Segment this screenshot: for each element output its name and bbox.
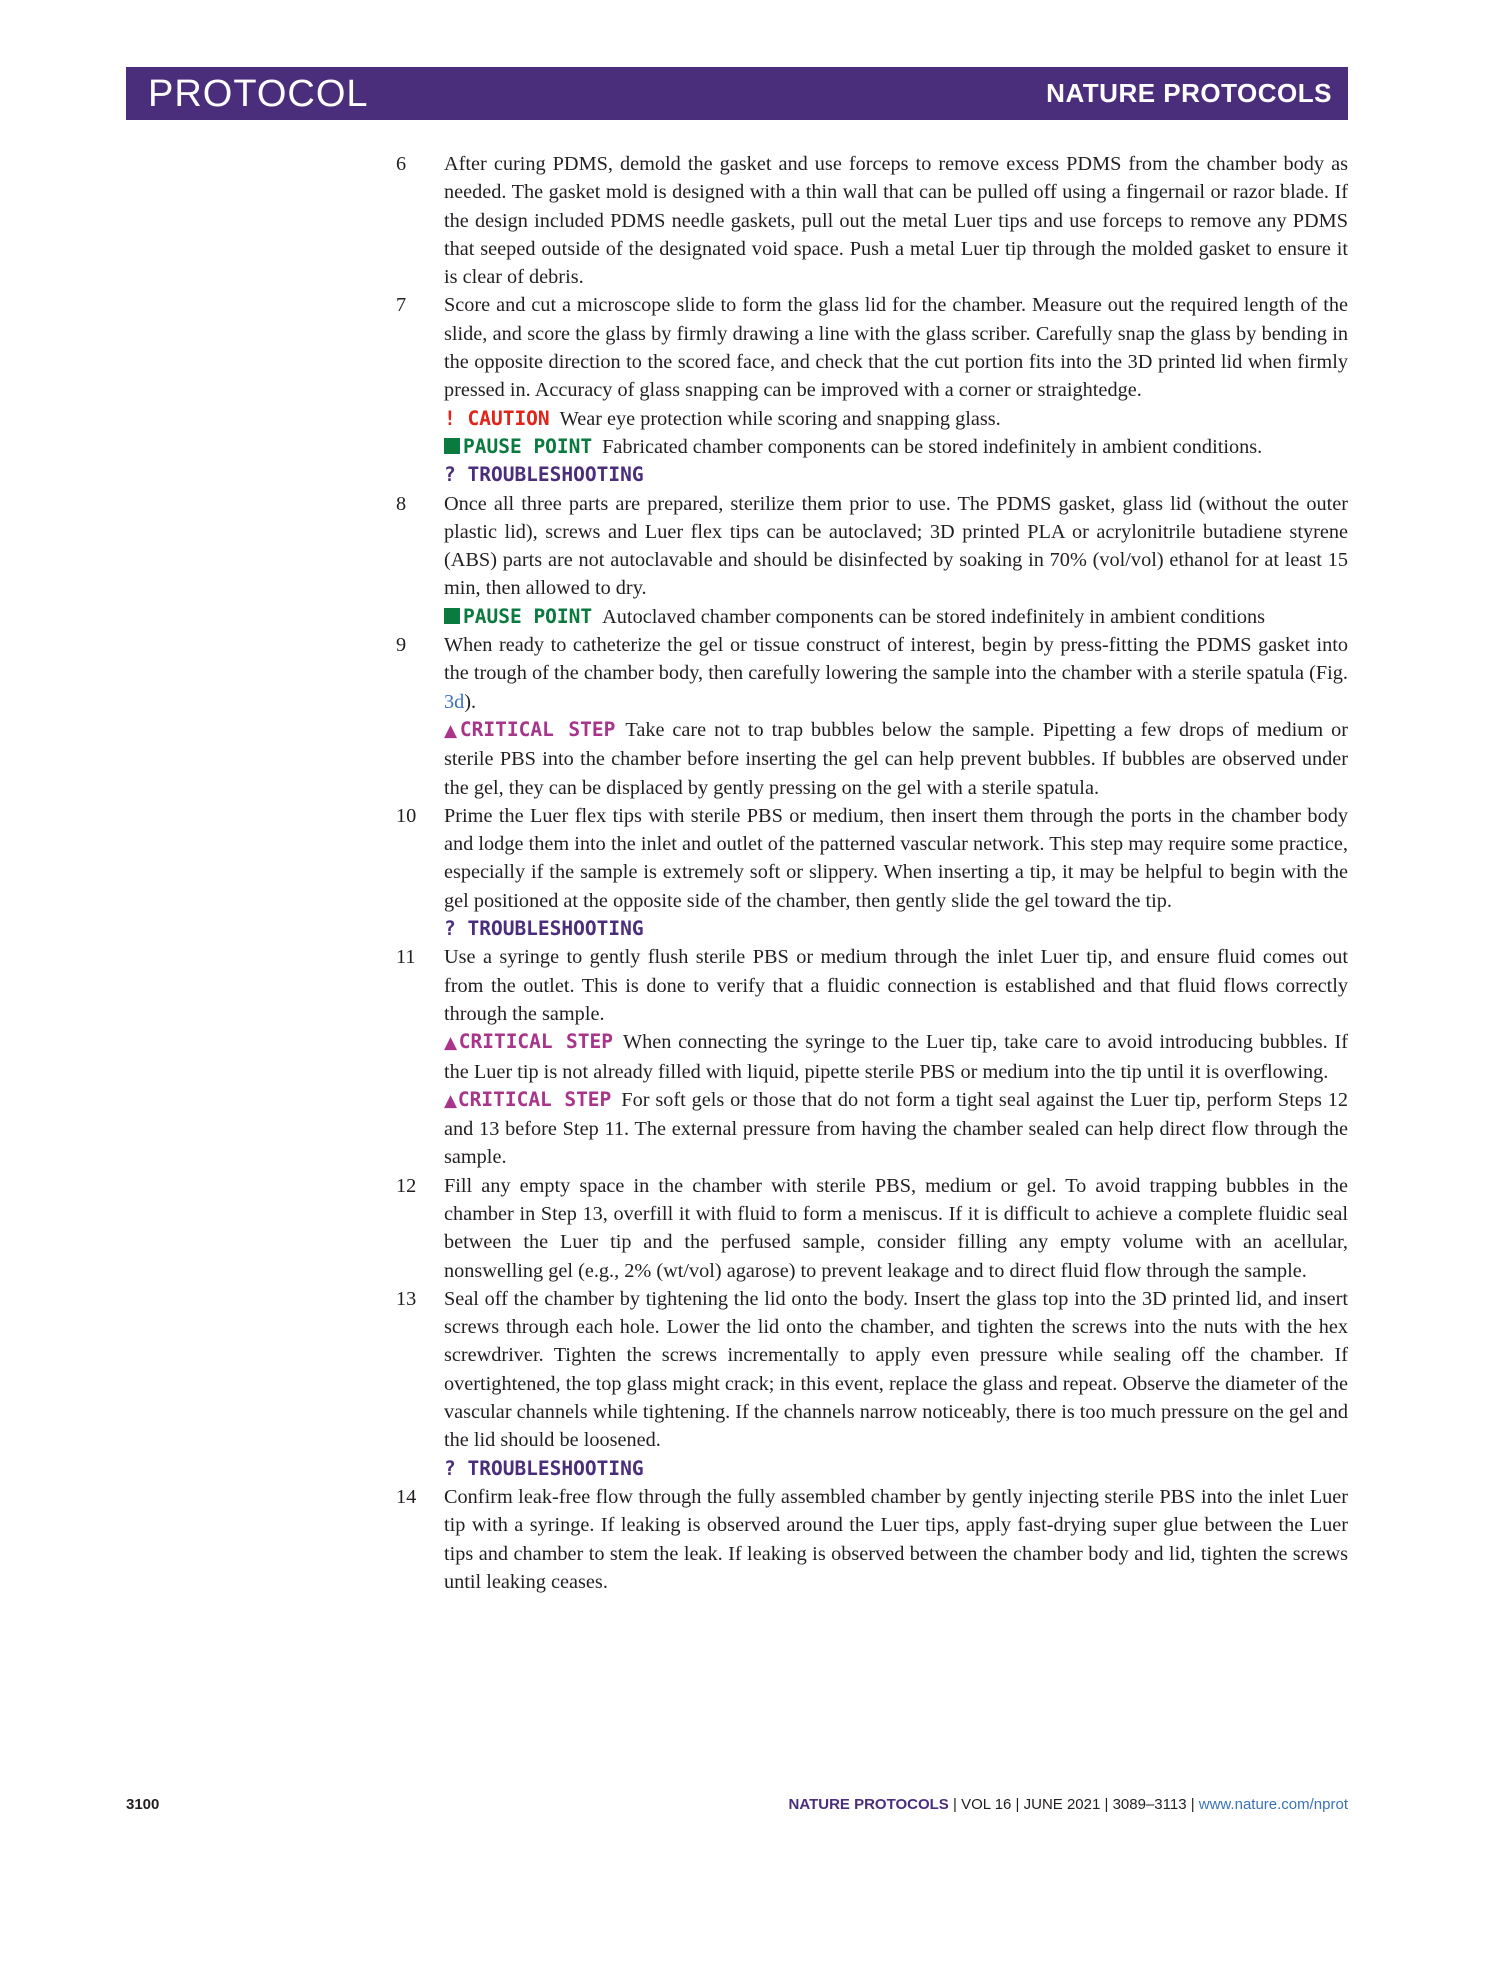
footer-volume: VOL 16 [961,1796,1012,1813]
step-14 [396,1483,1348,1596]
pause-point-note [444,433,1348,461]
step-text: Confirm leak-free flow through the fully assembled chamber by gently injecting sterile PBS into the inlet Luer tip with a syringe. If leaking is observed around the Luer tips, apply fast-drying super glue between the Luer tips and chamber to stem the leak. If leaking is observed between the chamber body and lid, tighten the screws until leaking ceases. [444,1485,1348,1593]
pause-square-icon [444,438,460,454]
step-number: 7 [396,294,407,317]
troubleshooting-link[interactable]: ? TROUBLESHOOTING [444,1456,644,1480]
troubleshooting-link[interactable]: ? TROUBLESHOOTING [444,917,644,941]
pause-label: PAUSE POINT [463,604,593,628]
step-number: 6 [396,153,407,175]
footer-date: JUNE 2021 [1023,1796,1101,1813]
step-number: 9 [396,634,407,657]
step-text: Use a syringe to gently flush sterile PBS or medium through the inlet Luer tip, and ensure fluid comes out from the outlet. This is done to verify that a fluidic connection is established and that fluid flows correctly through the sample. [444,946,1348,1025]
step-text: Fill any empty space in the chamber with sterile PBS, medium or gel. To avoid trapping bubbles in the chamber in Step 13, overfill it with fluid to form a meniscus. If it is difficult to achieve a complete fluidic seal between the Luer tip and the perfused sample, consider filling any empty volume with an acellular, nonswelling gel (e.g., 2% (wt/vol) agarose) to prevent leakage and to direct fluid flow through the sample. [444,1174,1348,1282]
step-13 [396,1285,1348,1483]
step-number: 8 [396,492,407,515]
step-text: Score and cut a microscope slide to form the glass lid for the chamber. Measure out the required length of the slide, and score the glass by firmly drawing a line with the glass scriber. Carefully snap the glass by bending in the opposite direction to the scored face, and check that the cut portion fits into the 3D printed lid when firmly pressed in. Accuracy of glass snapping can be improved with a corner or straightedge. [444,294,1348,402]
page-footer [0,1796,1489,1820]
caution-label: ! CAUTION [444,406,550,430]
triangle-icon: ▲ [444,1033,459,1054]
step-number: 13 [396,1287,417,1310]
footer-journal: NATURE PROTOCOLS [788,1796,949,1813]
section-title: PROTOCOL [148,73,369,115]
step-11 [396,943,1348,1171]
critical-step-note [444,1086,1348,1172]
step-7 [396,291,1348,489]
step-text: After curing PDMS, demold the gasket and use forceps to remove excess PDMS from the chamber body as needed. The gasket mold is designed with a thin wall that can be pulled off using a fingernail or razor blade. If the design included PDMS needle gaskets, pull out the metal Luer tips and use forceps to remove any PDMS that seeped outside of the designated void space. Push a metal Luer tip through the molded gasket to ensure it is clear of debris. [444,153,1348,289]
step-text-end: ). [464,690,477,713]
caution-note [444,405,1348,433]
pause-text: Fabricated chamber components can be stored indefinitely in ambient conditions. [602,435,1263,458]
pause-square-icon [444,608,460,624]
critical-text: Take care not to trap bubbles below the sample. Pipetting a few drops of medium or sterile PBS into the chamber before inserting the gel can help prevent bubbles. If bubbles are observed under the gel, they can be displaced by gently pressing on the gel with a sterile spatula. [444,718,1349,799]
citation-info: NATURE PROTOCOLS | VOL 16 | JUNE 2021 | 3089–3113 | www.nature.com/nprot [788,1796,1348,1813]
step-8 [396,490,1348,631]
footer-pages: 3089–3113 [1112,1796,1187,1813]
step-number: 11 [396,946,416,969]
critical-step-note [444,1028,1348,1086]
header-bar [126,67,1348,120]
pause-text: Autoclaved chamber components can be stored indefinitely in ambient conditions [602,605,1266,628]
step-text: Seal off the chamber by tightening the lid onto the body. Insert the glass top into the 3D printed lid, and insert screws through each hole. Lower the lid onto the chamber, and tighten the screws into the nuts with the hex screwdriver. Tighten the screws incrementally to apply even pressure while sealing off the chamber. If overtightened, the top glass might crack; in this event, replace the glass and repeat. Observe the diameter of the vascular channels while tightening. If the channels narrow noticeably, there is too much pressure on the gel and the lid should be loosened. [444,1287,1348,1452]
critical-text: When connecting the syringe to the Luer tip, take care to avoid introducing bubbles. If the Luer tip is not already filled with liquid, pipette sterile PBS or medium into the tip until it is overflowing. [444,1031,1348,1083]
step-10 [396,802,1348,943]
pause-label: PAUSE POINT [463,434,593,458]
step-number: 12 [396,1174,417,1197]
figure-reference-link[interactable]: 3d [444,690,465,713]
troubleshooting-note [444,461,1348,489]
step-number: 10 [396,804,417,827]
footer-url-link[interactable]: www.nature.com/nprot [1198,1796,1348,1813]
triangle-icon: ▲ [444,720,460,741]
troubleshooting-note [444,915,1348,943]
critical-label: ▲CRITICAL STEP [444,1087,612,1111]
pause-point-note [444,603,1348,631]
step-text: Once all three parts are prepared, sterilize them prior to use. The PDMS gasket, glass lid (without the outer plastic lid), screws and Luer flex tips can be autoclaved; 3D printed PLA or acrylonitrile butadiene styrene (ABS) parts are not autoclavable and should be disinfected by soaking in 70% (vol/vol) ethanol for at least 15 min, then allowed to dry. [444,492,1348,600]
step-9 [396,631,1348,802]
triangle-icon: ▲ [444,1090,458,1111]
critical-label: ▲CRITICAL STEP [444,1030,614,1054]
step-12 [396,1172,1348,1285]
step-number: 14 [396,1485,417,1508]
troubleshooting-note [444,1455,1348,1483]
troubleshooting-link[interactable]: ? TROUBLESHOOTING [444,463,644,487]
page-number: 3100 [126,1796,160,1813]
step-text: Prime the Luer flex tips with sterile PBS or medium, then insert them through the ports in the chamber body and lodge them into the inlet and outlet of the patterned vascular network. This step may require some practice, especially if the sample is extremely soft or slippery. When inserting a tip, it may be helpful to begin with the gel positioned at the opposite side of the chamber, then gently slide the gel toward the tip. [444,804,1348,912]
caution-text: Wear eye protection while scoring and snapping glass. [559,407,1001,430]
critical-text: For soft gels or those that do not form a tight seal against the Luer tip, perform Steps 12 and 13 before Step 11. The external pressure from having the chamber sealed can help direct flow through the sample. [444,1088,1349,1169]
step-text: When ready to catheterize the gel or tissue construct of interest, begin by press-fitting the PDMS gasket into the trough of the chamber body, then carefully lowering the sample into the chamber with a sterile spatula (Fig. [444,634,1348,685]
critical-step-note [444,716,1348,802]
critical-label: ▲CRITICAL STEP [444,717,616,741]
journal-name: NATURE PROTOCOLS [1046,78,1332,108]
step-6 [396,150,1348,291]
protocol-steps [396,150,1348,1596]
